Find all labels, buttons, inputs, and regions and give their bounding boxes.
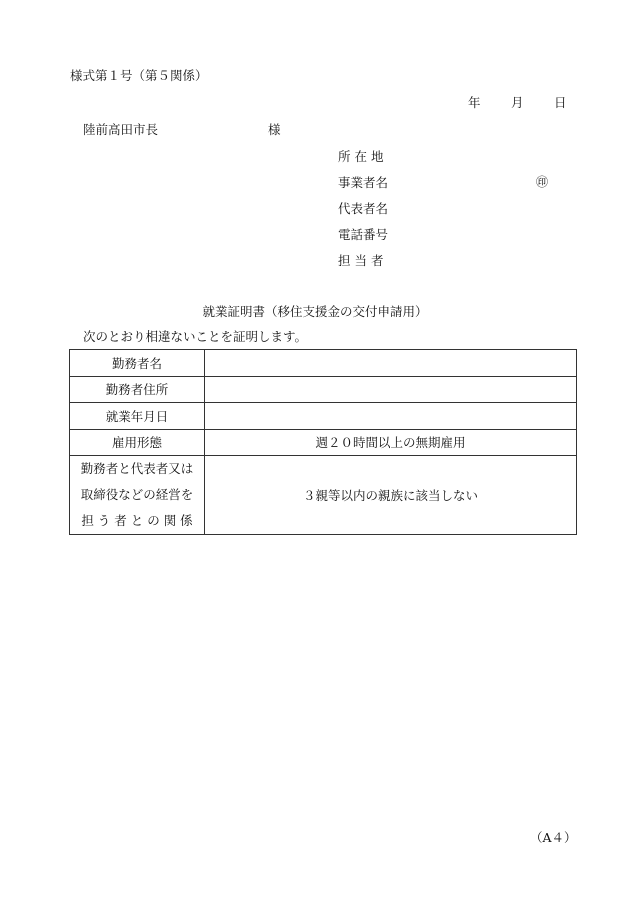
form-number: 様式第１号（第５関係） <box>70 68 208 83</box>
sender-representative-label: 代表者名 <box>338 201 389 216</box>
relation-label-line: 勤務者と代表者又は <box>80 461 194 476</box>
document-title: 就業証明書（移住支援金の交付申請用） <box>202 304 428 319</box>
certificate-table <box>69 349 577 535</box>
date-day: 日 <box>554 95 567 110</box>
relation-label-line: 担 う 者 と の 関 係 <box>81 513 193 528</box>
row-label: 就業年月日 <box>70 403 205 430</box>
sender-phone-label: 電話番号 <box>338 227 389 242</box>
seal-mark-icon: ㊞ <box>536 175 549 189</box>
table-row <box>70 403 577 430</box>
paper-size: （A４） <box>530 830 577 845</box>
relation-value: ３親等以内の親族に該当しない <box>205 456 577 535</box>
row-label: 雇用形態 <box>70 429 205 456</box>
date-month: 月 <box>511 95 524 110</box>
date-year: 年 <box>468 95 481 110</box>
row-value <box>205 403 577 430</box>
addressee: 陸前高田市長 <box>83 122 159 137</box>
lead-text: 次のとおり相違ないことを証明します。 <box>83 329 308 344</box>
row-value <box>205 350 577 377</box>
addressee-suffix: 様 <box>268 122 281 137</box>
table-row <box>70 456 577 535</box>
relation-label-line: 取締役などの経営を <box>80 487 194 502</box>
table-row <box>70 376 577 403</box>
relation-label <box>70 456 205 535</box>
table-row <box>70 429 577 456</box>
sender-address-label: 所 在 地 <box>338 149 384 164</box>
row-value <box>205 376 577 403</box>
row-label: 勤務者住所 <box>70 376 205 403</box>
row-value: 週２０時間以上の無期雇用 <box>205 429 577 456</box>
table-row <box>70 350 577 377</box>
row-label: 勤務者名 <box>70 350 205 377</box>
sender-person-in-charge-label: 担 当 者 <box>338 253 384 268</box>
sender-business-name-label: 事業者名 <box>338 175 389 190</box>
